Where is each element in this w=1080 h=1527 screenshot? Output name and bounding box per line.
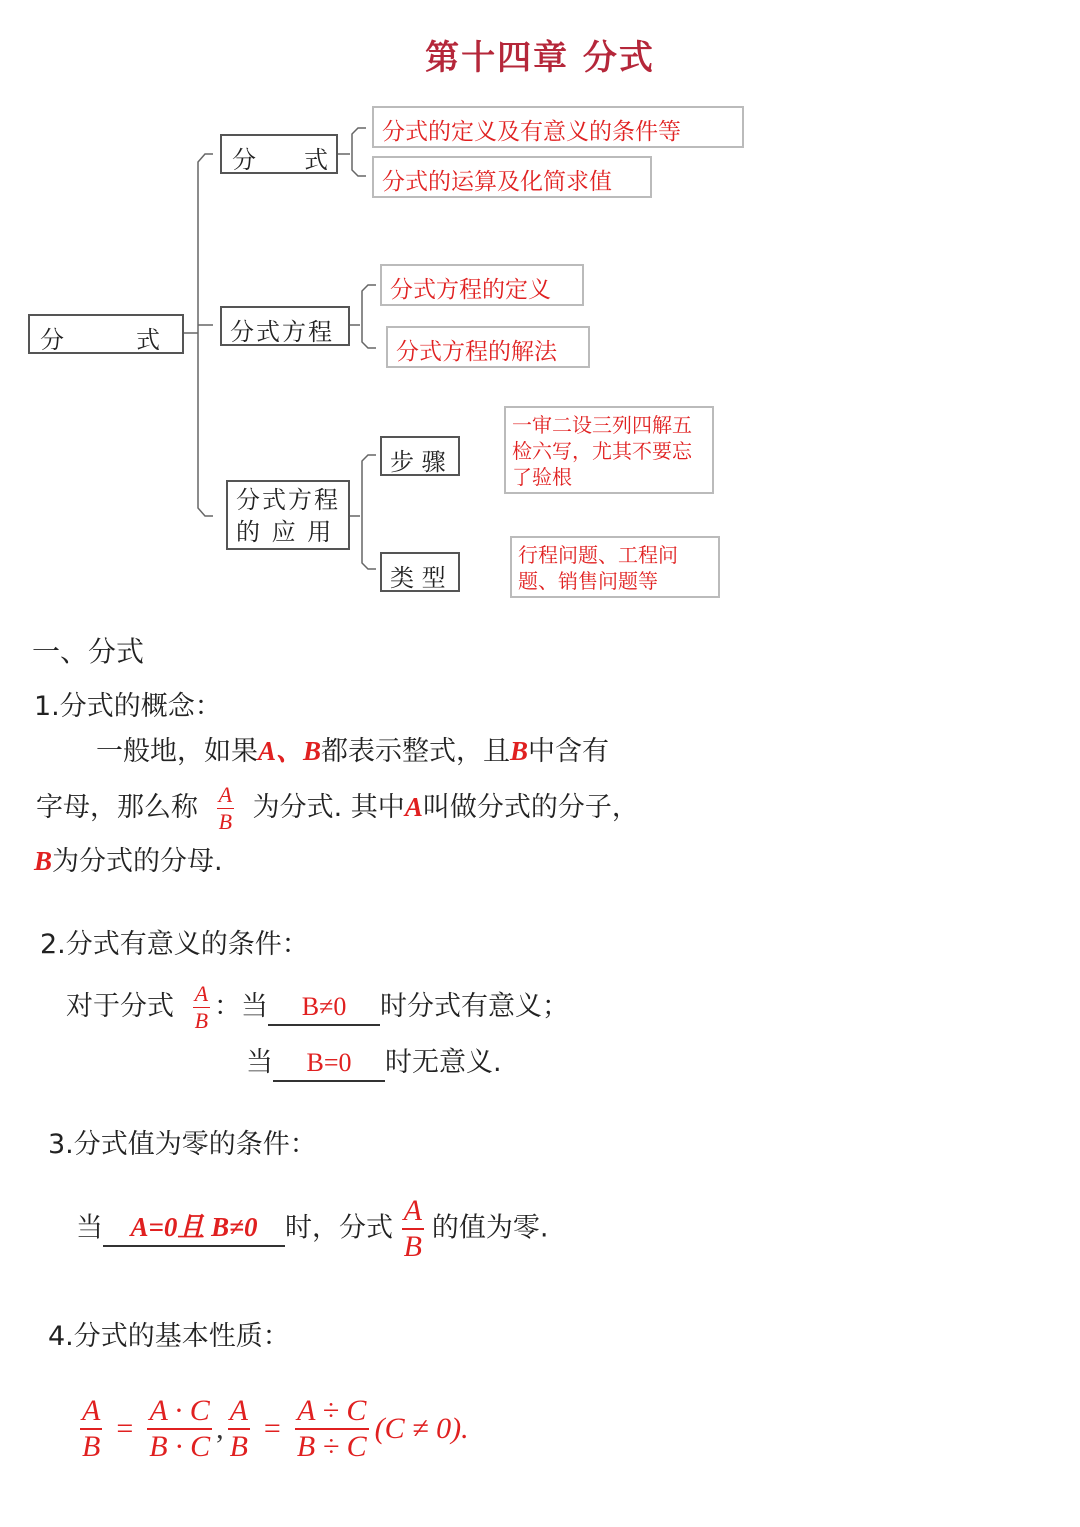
- equals-sign: =: [263, 1411, 281, 1445]
- fraction-a-div-c-b-div-c: [295, 1396, 369, 1462]
- node-definition-condition: 分式的定义及有意义的条件等: [372, 106, 744, 148]
- text: 时，分式: [285, 1212, 393, 1244]
- text: 一般地，如果: [96, 736, 258, 767]
- text: 时分式有意义；: [380, 991, 570, 1022]
- text: 时无意义.: [385, 1047, 502, 1078]
- concept-line2: [36, 780, 639, 835]
- variable-ab: A、B: [258, 736, 322, 766]
- fraction-a-b: [228, 1396, 250, 1462]
- variable-b: B: [510, 736, 529, 766]
- condition-c-not-zero: (C ≠ 0).: [374, 1411, 469, 1445]
- concept-line1: [96, 724, 609, 779]
- text: ：当: [214, 991, 269, 1022]
- denominator: B: [229, 1429, 248, 1463]
- text: 对于分式: [66, 991, 174, 1022]
- node-equation-solution: 分式方程的解法: [386, 326, 590, 368]
- text: 为分式. 其中: [252, 792, 405, 823]
- section-heading: 一、分式: [32, 635, 145, 668]
- note-steps: 一审二设三列四解五检六写，尤其不要忘了验根: [504, 406, 714, 494]
- concept-heading: 1.分式的概念：: [34, 691, 222, 722]
- branch-fraction: 分 式: [220, 134, 338, 174]
- numerator: A ÷ C: [297, 1394, 367, 1427]
- concept-line3: [34, 834, 223, 889]
- property-heading: 4.分式的基本性质：: [48, 1321, 290, 1352]
- branch-fraction-equation: 分式方程: [220, 306, 350, 346]
- numerator: A: [229, 1394, 248, 1427]
- node-operation-simplify: 分式的运算及化简求值: [372, 156, 652, 198]
- text: 叫做分式的分子，: [422, 792, 639, 823]
- application-label-line2: 的 应 用: [236, 518, 334, 546]
- fraction-a-over-b: [217, 781, 234, 835]
- numerator: A: [218, 781, 233, 807]
- application-label-line1: 分式方程: [236, 486, 340, 514]
- text: 中含有: [528, 736, 610, 767]
- zero-line: [76, 1196, 549, 1262]
- meaning-line1: [66, 980, 569, 1034]
- denominator: B · C: [149, 1429, 211, 1463]
- node-steps: 步 骤: [380, 436, 460, 476]
- numerator: A · C: [149, 1394, 210, 1427]
- equals-sign: =: [116, 1411, 134, 1445]
- variable-a: A: [404, 792, 423, 822]
- mindmap-root: 分 式: [28, 314, 184, 354]
- fraction-a-over-b: $\frac{A}{B}$: [194, 980, 209, 1034]
- meaning-heading: 2.分式有意义的条件：: [40, 929, 309, 960]
- mindmap-connectors: [0, 0, 1080, 620]
- meaning-line2: [246, 1036, 502, 1090]
- note-types: 行程问题、工程问题、销售问题等: [510, 536, 720, 598]
- answer-blank-b-zero: B=0: [273, 1046, 385, 1082]
- text: 为分式的分母.: [52, 846, 223, 877]
- answer-blank-b-not-zero: B≠0: [268, 990, 380, 1026]
- denominator: B: [218, 809, 233, 835]
- zero-heading: 3.分式值为零的条件：: [48, 1129, 317, 1160]
- numerator: A: [82, 1394, 101, 1427]
- text: 字母，那么称: [36, 792, 198, 823]
- denominator: B ÷ C: [296, 1429, 367, 1463]
- node-equation-definition: 分式方程的定义: [380, 264, 584, 306]
- basic-property-formula: [80, 1396, 469, 1462]
- fraction-a-b: [80, 1396, 102, 1462]
- denominator: B: [82, 1429, 101, 1463]
- text: 当: [76, 1212, 103, 1244]
- answer-blank-zero-condition: A=0且 B≠0: [103, 1209, 285, 1247]
- text: 的值为零.: [431, 1212, 549, 1244]
- variable-b: B: [34, 846, 53, 876]
- fraction-a-over-b-large: $\frac{A}{B}$: [403, 1194, 422, 1263]
- page-title: 第十四章 分式: [425, 38, 655, 78]
- text: 都表示整式，且: [321, 736, 511, 767]
- comma: ,: [216, 1411, 224, 1445]
- node-types: 类 型: [380, 552, 460, 592]
- text: 当: [246, 1047, 273, 1078]
- branch-equation-application: [226, 480, 350, 550]
- fraction-ac-bc: [147, 1396, 212, 1462]
